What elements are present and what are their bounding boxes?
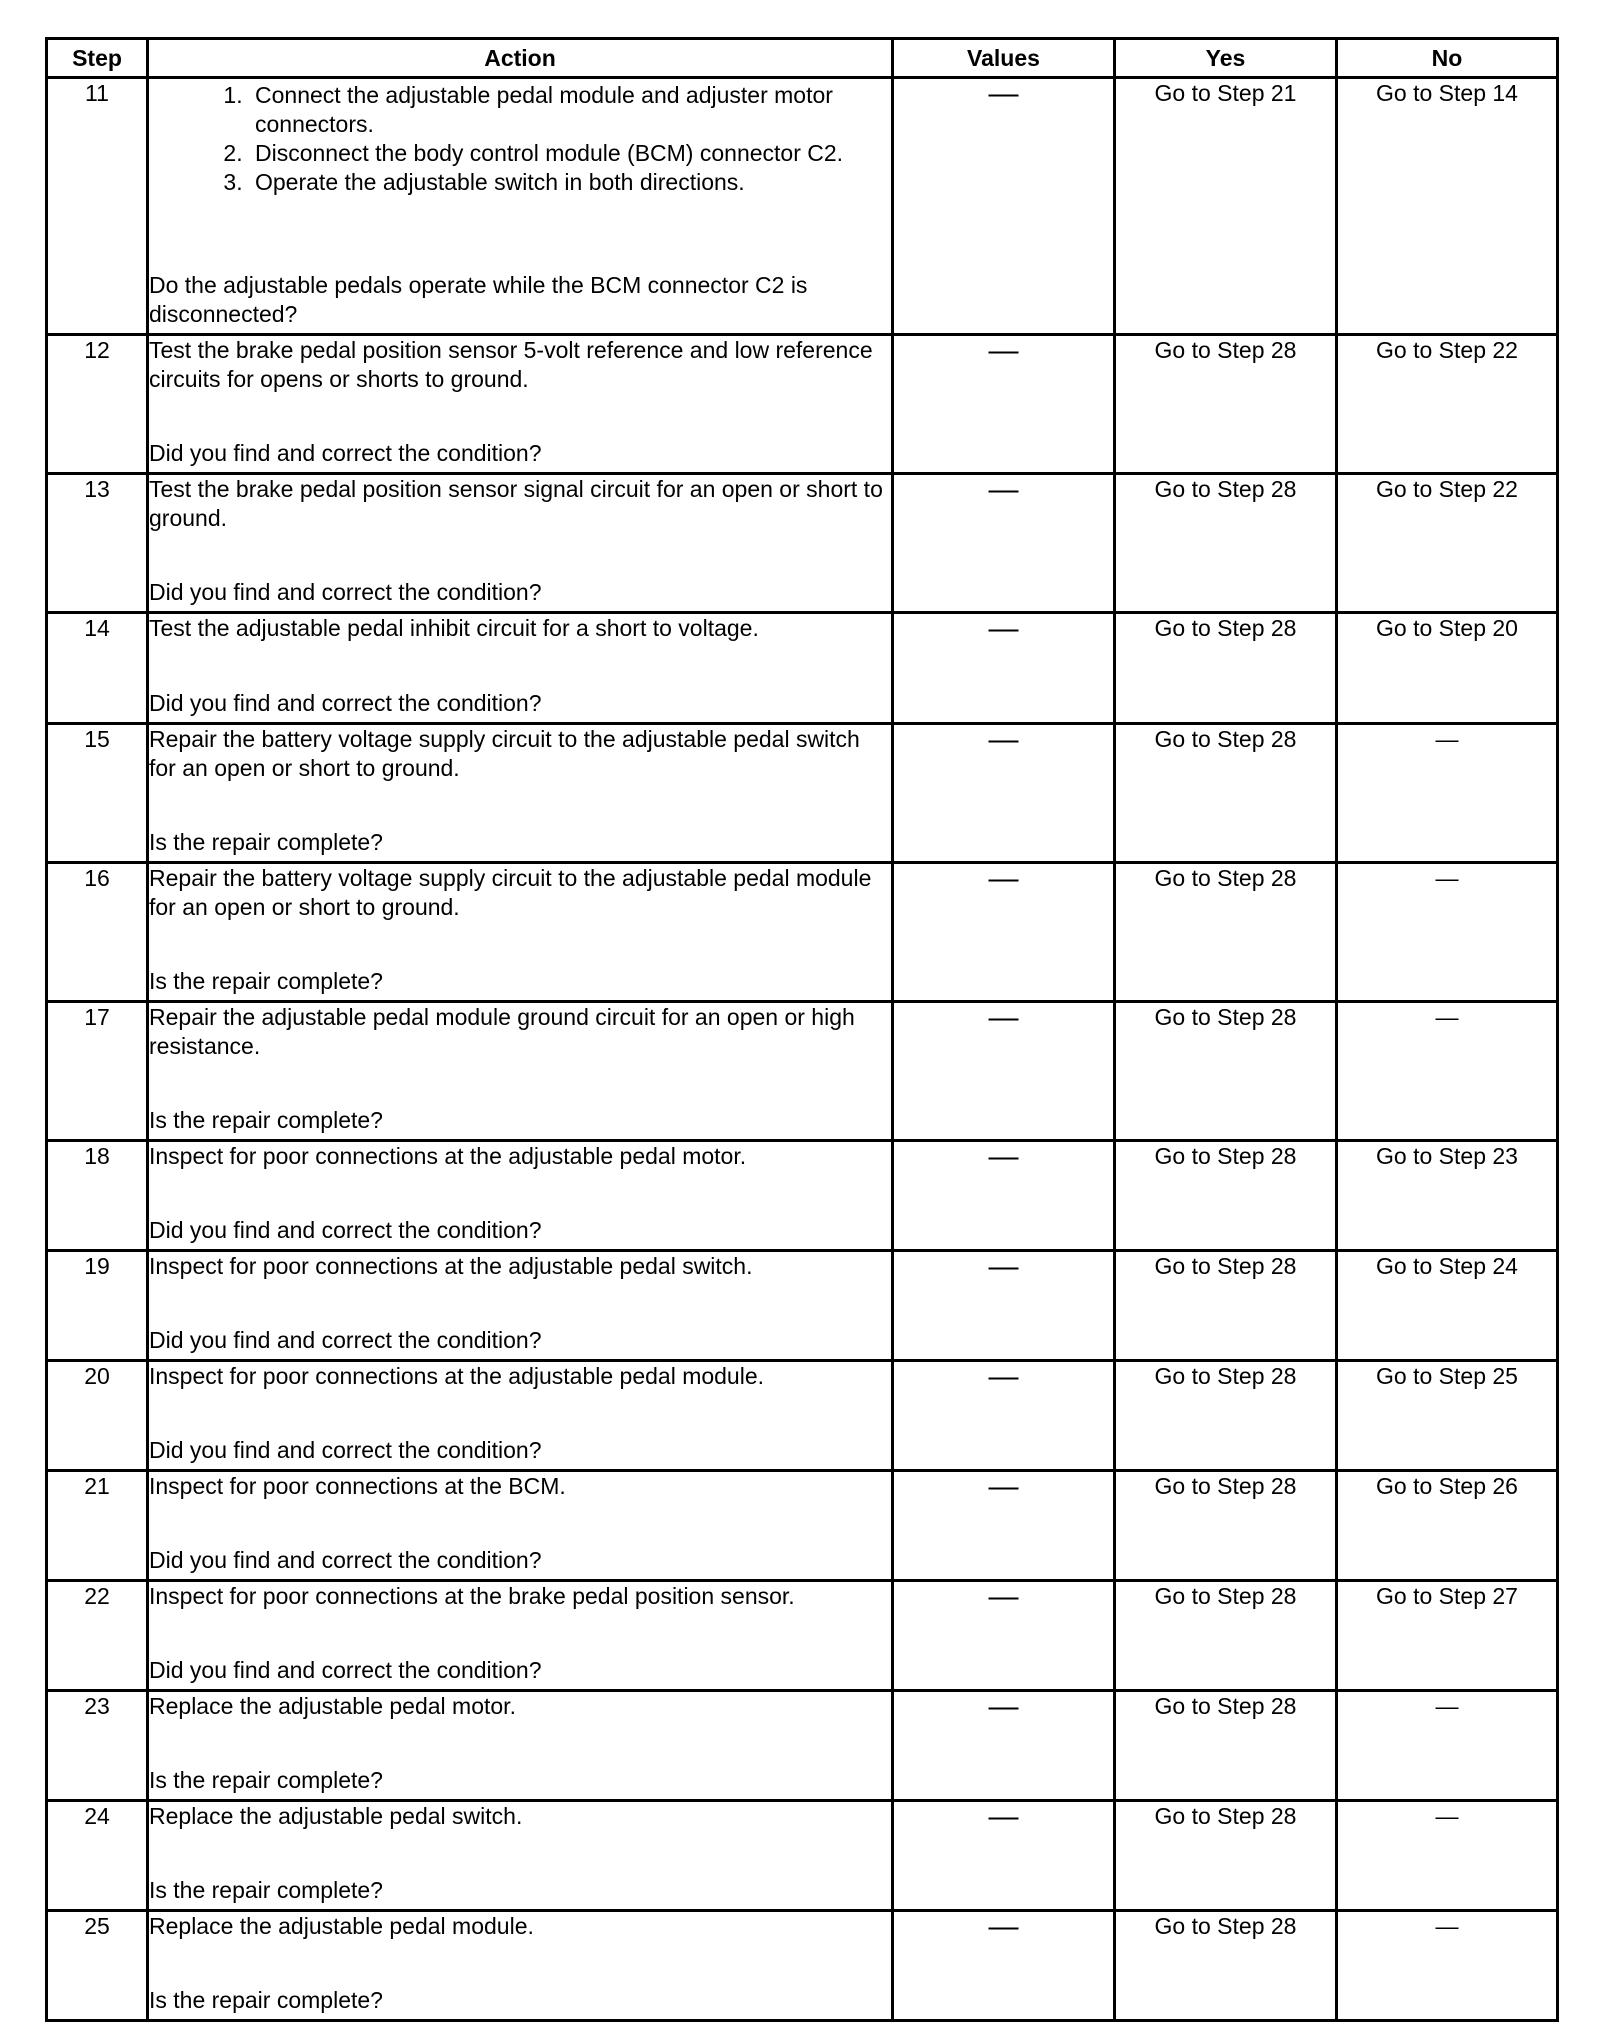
action-text: Inspect for poor connections at the adjustable pedal motor. [149, 1143, 747, 1169]
action-cell [148, 1691, 893, 1801]
yes-cell: Go to Step 28 [1115, 1581, 1337, 1691]
step-number: 19 [47, 1251, 148, 1361]
no-cell: Go to Step 27 [1337, 1581, 1558, 1691]
action-question: Is the repair complete? [149, 1767, 383, 1793]
action-question: Did you find and correct the condition? [149, 1217, 542, 1243]
values-cell: — [893, 1911, 1115, 2021]
action-text: Inspect for poor connections at the BCM. [149, 1473, 566, 1499]
step-number: 14 [47, 613, 148, 724]
no-cell: Go to Step 22 [1337, 335, 1558, 474]
no-cell: Go to Step 22 [1337, 474, 1558, 613]
list-item: 2. Disconnect the body control module (BCM) connector C2. [249, 139, 891, 168]
step-number: 17 [47, 1002, 148, 1141]
action-question: Is the repair complete? [149, 968, 383, 994]
no-cell: Go to Step 14 [1337, 78, 1558, 335]
table-row [47, 863, 1558, 1002]
no-cell: — [1337, 863, 1558, 1002]
values-cell: — [893, 1471, 1115, 1581]
no-cell: — [1337, 1002, 1558, 1141]
table-row [47, 335, 1558, 474]
no-cell: Go to Step 20 [1337, 613, 1558, 724]
table-row [47, 724, 1558, 863]
action-text: Inspect for poor connections at the adjustable pedal module. [149, 1363, 765, 1389]
table-row [47, 1002, 1558, 1141]
yes-cell: Go to Step 28 [1115, 863, 1337, 1002]
yes-cell: Go to Step 28 [1115, 613, 1337, 724]
action-cell [148, 724, 893, 863]
action-text: Replace the adjustable pedal module. [149, 1913, 534, 1939]
action-cell [148, 474, 893, 613]
values-cell: — [893, 613, 1115, 724]
action-question: Did you find and correct the condition? [149, 1547, 542, 1573]
action-cell [148, 1581, 893, 1691]
no-cell: Go to Step 23 [1337, 1141, 1558, 1251]
action-text: Replace the adjustable pedal switch. [149, 1803, 523, 1829]
action-text: Repair the battery voltage supply circuit to the adjustable pedal switch for an open or short to ground. [149, 726, 860, 781]
values-cell: — [893, 335, 1115, 474]
action-cell [148, 1251, 893, 1361]
table-row [47, 474, 1558, 613]
table-row [47, 1251, 1558, 1361]
action-text: Inspect for poor connections at the adjustable pedal switch. [149, 1253, 753, 1279]
action-question: Did you find and correct the condition? [149, 1657, 542, 1683]
diagnostic-table [45, 37, 1559, 2022]
no-cell: — [1337, 1801, 1558, 1911]
yes-cell: Go to Step 28 [1115, 1691, 1337, 1801]
step-number: 24 [47, 1801, 148, 1911]
header-yes: Yes [1115, 39, 1337, 78]
action-question: Did you find and correct the condition? [149, 440, 542, 466]
header-action: Action [148, 39, 893, 78]
yes-cell: Go to Step 28 [1115, 1361, 1337, 1471]
action-cell [148, 1911, 893, 2021]
values-cell: — [893, 1002, 1115, 1141]
table-row [47, 1581, 1558, 1691]
action-text: Replace the adjustable pedal motor. [149, 1693, 516, 1719]
action-cell [148, 1141, 893, 1251]
yes-cell: Go to Step 28 [1115, 474, 1337, 613]
header-no: No [1337, 39, 1558, 78]
step-number: 15 [47, 724, 148, 863]
no-cell: — [1337, 1911, 1558, 2021]
action-cell [148, 613, 893, 724]
action-question: Did you find and correct the condition? [149, 1327, 542, 1353]
list-item: 1. Connect the adjustable pedal module and adjuster motor connectors. [249, 81, 891, 139]
table-row [47, 1471, 1558, 1581]
action-text: Repair the adjustable pedal module ground circuit for an open or high resistance. [149, 1004, 855, 1059]
values-cell: — [893, 863, 1115, 1002]
table-row [47, 613, 1558, 724]
step-number: 11 [47, 78, 148, 335]
action-text: Test the adjustable pedal inhibit circuit for a short to voltage. [149, 615, 759, 641]
action-cell [148, 78, 893, 335]
yes-cell: Go to Step 28 [1115, 1002, 1337, 1141]
action-text: Repair the battery voltage supply circuit to the adjustable pedal module for an open or short to ground. [149, 865, 872, 920]
values-cell: — [893, 724, 1115, 863]
action-question: Is the repair complete? [149, 829, 383, 855]
action-cell [148, 1801, 893, 1911]
action-question: Do the adjustable pedals operate while the BCM connector C2 is disconnected? [149, 272, 808, 327]
values-cell: — [893, 1691, 1115, 1801]
step-number: 20 [47, 1361, 148, 1471]
step-number: 25 [47, 1911, 148, 2021]
step-number: 23 [47, 1691, 148, 1801]
no-cell: — [1337, 724, 1558, 863]
action-cell [148, 335, 893, 474]
step-number: 21 [47, 1471, 148, 1581]
action-text: Test the brake pedal position sensor 5-volt reference and low reference circuits for opens or shorts to ground. [149, 337, 873, 392]
values-cell: — [893, 1361, 1115, 1471]
no-cell: — [1337, 1691, 1558, 1801]
table-row [47, 1801, 1558, 1911]
step-number: 16 [47, 863, 148, 1002]
values-cell: — [893, 1801, 1115, 1911]
list-item: 3. Operate the adjustable switch in both directions. [249, 168, 891, 197]
table-row [47, 1911, 1558, 2021]
action-steps-list [149, 81, 891, 197]
yes-cell: Go to Step 21 [1115, 78, 1337, 335]
yes-cell: Go to Step 28 [1115, 1251, 1337, 1361]
no-cell: Go to Step 25 [1337, 1361, 1558, 1471]
action-cell [148, 1361, 893, 1471]
yes-cell: Go to Step 28 [1115, 724, 1337, 863]
header-values: Values [893, 39, 1115, 78]
yes-cell: Go to Step 28 [1115, 1911, 1337, 2021]
action-cell [148, 1471, 893, 1581]
action-cell [148, 863, 893, 1002]
step-number: 22 [47, 1581, 148, 1691]
step-number: 12 [47, 335, 148, 474]
action-question: Did you find and correct the condition? [149, 1437, 542, 1463]
values-cell: — [893, 78, 1115, 335]
header-row [47, 39, 1558, 78]
action-text: Test the brake pedal position sensor signal circuit for an open or short to ground. [149, 476, 883, 531]
values-cell: — [893, 1581, 1115, 1691]
table-row [47, 78, 1558, 335]
action-question: Is the repair complete? [149, 1107, 383, 1133]
action-question: Did you find and correct the condition? [149, 690, 542, 716]
values-cell: — [893, 474, 1115, 613]
step-number: 18 [47, 1141, 148, 1251]
table-row [47, 1691, 1558, 1801]
step-number: 13 [47, 474, 148, 613]
yes-cell: Go to Step 28 [1115, 1801, 1337, 1911]
yes-cell: Go to Step 28 [1115, 1141, 1337, 1251]
values-cell: — [893, 1141, 1115, 1251]
action-question: Is the repair complete? [149, 1987, 383, 2013]
yes-cell: Go to Step 28 [1115, 1471, 1337, 1581]
no-cell: Go to Step 26 [1337, 1471, 1558, 1581]
action-text: Inspect for poor connections at the brake pedal position sensor. [149, 1583, 795, 1609]
no-cell: Go to Step 24 [1337, 1251, 1558, 1361]
table-row [47, 1141, 1558, 1251]
action-question: Is the repair complete? [149, 1877, 383, 1903]
yes-cell: Go to Step 28 [1115, 335, 1337, 474]
header-step: Step [47, 39, 148, 78]
table-row [47, 1361, 1558, 1471]
action-question: Did you find and correct the condition? [149, 579, 542, 605]
action-cell [148, 1002, 893, 1141]
values-cell: — [893, 1251, 1115, 1361]
